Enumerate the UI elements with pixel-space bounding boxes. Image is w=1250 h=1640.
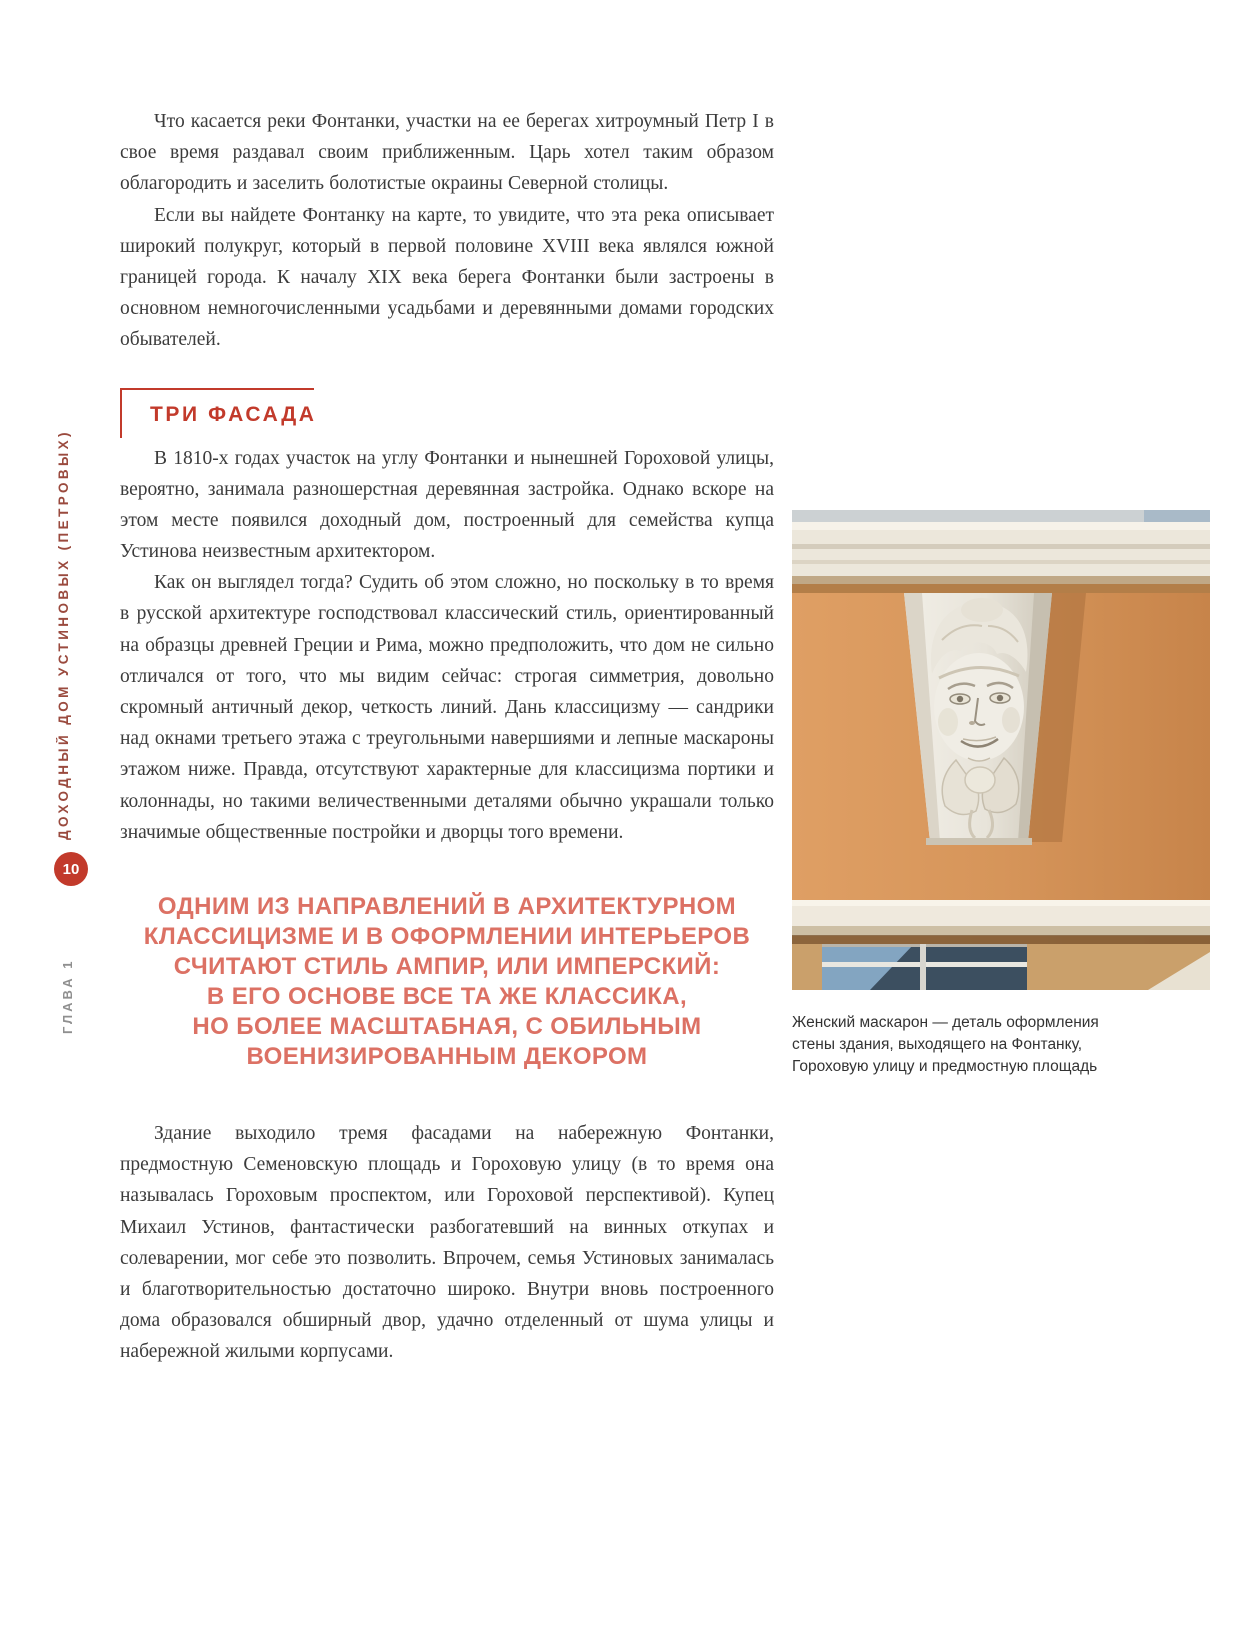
photo-caption: Женский маскарон — деталь оформления стены здания, выходящего на Фонтанку, Гороховую улицу и предмостную площадь [792, 1014, 1099, 1075]
paragraph-fontanka-plots: Что касается реки Фонтанки, участки на ее берегах хитроумный Петр I в свое время раздавал своим приближенным. Царь хотел таким образом облагородить и заселить болотистые окраины Северной столицы. [120, 111, 774, 195]
section-heading: ТРИ ФАСАДА [150, 402, 317, 426]
section-heading-bracket [120, 388, 314, 438]
pull-quote-line: НО БОЛЕЕ МАСШТАБНАЯ, С ОБИЛЬНЫМ [192, 1012, 702, 1040]
mascaron-photo [792, 510, 1210, 990]
pull-quote-line: ОДНИМ ИЗ НАПРАВЛЕНИЙ В АРХИТЕКТУРНОМ [157, 892, 737, 920]
main-text-column [120, 106, 774, 1367]
sidebar-book-title: ДОХОДНЫЙ ДОМ УСТИНОВЫХ (ПЕТРОВЫХ) [56, 429, 71, 840]
pull-quote-line: ВОЕНИЗИРОВАННЫМ ДЕКОРОМ [246, 1042, 648, 1070]
section-heading-block [120, 388, 774, 427]
paragraph-fontanka-map: Если вы найдете Фонтанку на карте, то увидите, что эта река описывает широкий полукруг, который в первой половине XVIII века являлся южной границей города. К началу XIX века берега Фонтанки были застроены в основном немногочисленными усадьбами и деревянными домами городских обывателей. [120, 204, 774, 351]
mascaron-keystone-illustration [792, 510, 1210, 990]
paragraph-classicism: Как он выглядел тогда? Судить об этом сложно, но поскольку в то время в русской архитектуре господствовал классический стиль, ориентированный на образцы древней Греции и Рима, можно предположить, что дом не сильно отличался от того, что мы видим сейчас: строгая симметрия, довольно скромный античный декор, четкость линий. Дань классицизму — сандрики над окнами третьего этажа с треугольными навершиями и лепные маскароны этажом ниже. Правда, отсутствуют характерные для классицизма портики и колоннады, но такими величественными деталями обычно украшали только значимые общественные постройки и дворцы того времени. [120, 572, 774, 843]
paragraph-three-facades: Здание выходило тремя фасадами на набережную Фонтанки, предмостную Семеновскую площадь и Гороховую улицу (в то время она называлась Гороховым проспектом, или Гороховой перспективой). Купец Михаил Устинов, фантастически разбогатевший на винных откупах и солеварении, мог себе это позволить. Впрочем, семья Устиновых занималась и благотворительностью достаточно широко. Внутри вновь построенного дома образовался обширный двор, удачно отделенный от шума улицы и набережной жилыми корпусами. [120, 1122, 774, 1363]
facade-photo-figure [792, 510, 1210, 1078]
sidebar-chapter-label: ГЛАВА 1 [60, 958, 75, 1034]
page-number-badge: 10 [54, 852, 88, 886]
pull-quote-line: В ЕГО ОСНОВЕ ВСЕ ТА ЖЕ КЛАССИКА, [206, 982, 688, 1010]
pull-quote-line: КЛАССИЦИЗМЕ И В ОФОРМЛЕНИИ ИНТЕРЬЕРОВ [143, 922, 751, 950]
paragraph-1810s-plot: В 1810-х годах участок на углу Фонтанки и нынешней Гороховой улицы, вероятно, занимала разношерстная деревянная застройка. Однако вскоре на этом месте появился доходный дом, построенный для семейства купца Устинова неизвестным архитектором. [120, 447, 774, 563]
pull-quote [132, 892, 762, 1072]
pull-quote-line: СЧИТАЮТ СТИЛЬ АМПИР, ИЛИ ИМПЕРСКИЙ: [173, 952, 721, 980]
